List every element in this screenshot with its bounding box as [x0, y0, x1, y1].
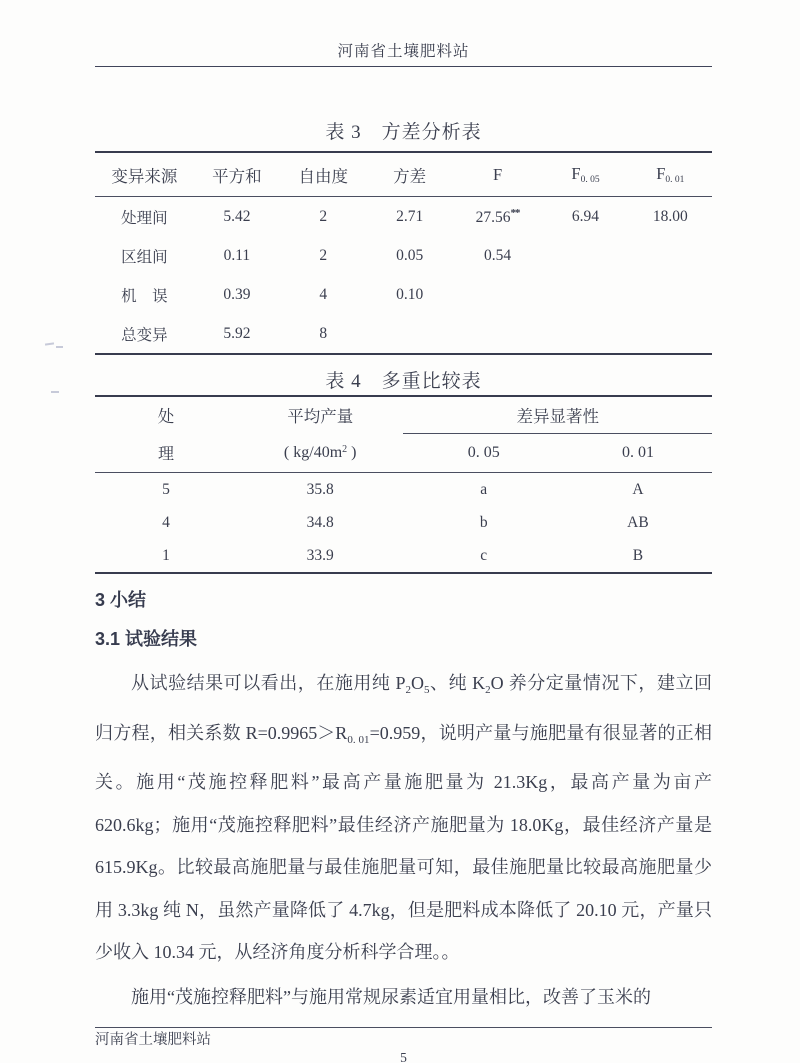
- anova-cell-f: [453, 314, 542, 354]
- anova-cell-df: 2: [319, 246, 328, 264]
- yield-cell: 35.8: [306, 480, 334, 498]
- anova-header-df: 自由度: [280, 152, 366, 197]
- para1-seg: O: [411, 673, 425, 693]
- anova-header-row: [95, 152, 712, 197]
- para1-seg: =0.959，说明产量与施肥量有很显著的正相关。施用“茂施控释肥料”最高产量施肥量为 21.3Kg，最高产量为亩产620.6kg；施用“茂施控释肥料”最佳经济产施肥量为 18.0Kg，最佳经济产量是 615.9Kg。比较最高施肥量与最佳施肥量可知，最佳施肥量比较最高施肥量少用 3.3kg 纯 N，虽然产量降低了 4.7kg，但是肥料成本降低了 20.10 元，产量只少收入 10.34 元，从经济角度分析科学合理。。: [95, 722, 713, 962]
- f005-base: F: [571, 164, 581, 183]
- anova-cell-f005: 6.94: [571, 207, 600, 225]
- anova-cell-source: 机 误: [121, 287, 168, 305]
- para2-text: 施用“茂施控释肥料”与施用常规尿素适宜用量相比，改善了玉米的: [131, 986, 651, 1007]
- anova-cell-f001: [629, 314, 712, 354]
- comparison-paragraph: [95, 976, 712, 1019]
- r-critical-subscript: 0. 01: [347, 733, 370, 746]
- yield-unit-exponent: 2: [342, 443, 348, 455]
- yield-unit: [237, 434, 404, 473]
- anova-cell-df: 4: [319, 285, 328, 303]
- anova-row-error: [95, 275, 712, 314]
- scan-artifact: [45, 342, 54, 345]
- comparison-row: [95, 473, 712, 507]
- page-footer: [95, 1027, 712, 1063]
- anova-row-blocks: [95, 236, 712, 275]
- sig001-cell: A: [632, 480, 644, 498]
- anova-cell-source: 总变异: [121, 326, 168, 344]
- f001-base: F: [656, 164, 666, 183]
- comparison-header-row-2: [95, 434, 712, 473]
- yield-cell: 34.8: [306, 513, 334, 531]
- anova-cell-sum-sq: 5.92: [223, 324, 251, 342]
- scan-artifact: [51, 391, 59, 393]
- anova-row-treatments: [95, 197, 712, 237]
- anova-cell-f005: [542, 236, 628, 275]
- page-number: 5: [400, 1050, 407, 1063]
- anova-cell-f005: [542, 275, 628, 314]
- sig001-cell: B: [632, 546, 644, 564]
- footer-org-name: 河南省土壤肥料站: [95, 1032, 211, 1048]
- anova-header-f: F: [453, 152, 542, 197]
- anova-table: [95, 151, 712, 355]
- anova-cell-f001: [629, 275, 712, 314]
- k2o-subscript: 2: [485, 684, 491, 696]
- para1-seg: 、纯 K: [429, 673, 486, 693]
- anova-header-source: 变异来源: [95, 152, 194, 197]
- treatment-cell: 5: [162, 480, 170, 498]
- anova-cell-source: 处理间: [121, 209, 168, 227]
- para1-seg: 从试验结果可以看出，在施用纯 P: [131, 673, 406, 693]
- significance-header: 差异显著性: [403, 396, 712, 434]
- anova-row-total: [95, 314, 712, 354]
- yield-unit-close: ): [347, 443, 357, 461]
- results-paragraph: [95, 662, 712, 974]
- table4-title: 表 4 多重比较表: [325, 371, 482, 392]
- anova-cell-sum-sq: 0.39: [223, 285, 251, 303]
- yield-header-top: 平均产量: [287, 407, 354, 427]
- f005-subscript: 0. 05: [580, 175, 600, 185]
- comparison-header-row-1: [95, 396, 712, 434]
- anova-header-f001: [629, 152, 712, 197]
- anova-cell-f001: 18.00: [652, 207, 688, 225]
- sig-level-005-header: 0. 05: [403, 434, 563, 473]
- p2o5-subscript: 2: [405, 684, 412, 696]
- anova-cell-variance: 0.10: [396, 285, 424, 303]
- treatment-header-bottom: 理: [95, 434, 237, 473]
- f-value: 27.56: [475, 208, 511, 226]
- anova-header-sum-sq: 平方和: [194, 152, 280, 197]
- anova-cell-variance: 2.71: [396, 207, 424, 225]
- anova-header-variance: 方差: [366, 152, 452, 197]
- yield-cell: 33.9: [306, 546, 334, 564]
- anova-cell-f: 0.54: [484, 246, 512, 264]
- yield-unit-open: ( kg/40m: [283, 443, 343, 461]
- comparison-row: [95, 506, 712, 539]
- multiple-comparison-table: [95, 395, 712, 574]
- p2o5-subscript: 5: [424, 684, 430, 696]
- anova-cell-df: 2: [319, 207, 328, 225]
- anova-header-f005: [542, 152, 628, 197]
- anova-cell-source: 区组间: [121, 248, 168, 266]
- section-heading-summary: 3 小结: [95, 590, 147, 610]
- sig001-cell: AB: [627, 513, 649, 531]
- anova-cell-f005: [542, 314, 628, 354]
- header-org-name: 河南省土壤肥料站: [337, 43, 470, 60]
- anova-cell-df: 8: [319, 324, 328, 342]
- para1-seg: O 养分定量情况下，建立回归方程，相关系数 R=0.9965＞R: [95, 673, 713, 743]
- table3-title: 表 3 方差分析表: [325, 122, 482, 143]
- anova-cell-sum-sq: 0.11: [223, 246, 251, 264]
- sig-level-001-header: 0. 01: [564, 434, 712, 473]
- scan-artifact: [56, 346, 63, 348]
- sig005-cell: c: [480, 546, 488, 564]
- page-header: [95, 0, 712, 67]
- anova-cell-sum-sq: 5.42: [223, 207, 251, 225]
- sig005-cell: a: [480, 480, 488, 498]
- treatment-cell: 1: [162, 546, 170, 564]
- anova-cell-f001: [629, 236, 712, 275]
- anova-cell-variance: 0.05: [396, 246, 424, 264]
- sig005-cell: b: [479, 513, 488, 531]
- anova-cell-variance: [366, 314, 452, 354]
- anova-cell-f: [453, 197, 542, 237]
- subsection-heading-results: 3.1 试验结果: [95, 629, 198, 649]
- f001-subscript: 0. 01: [665, 175, 685, 185]
- treatment-cell: 4: [162, 513, 170, 531]
- treatment-header-top: 处: [157, 407, 175, 427]
- significance-asterisks: **: [510, 206, 520, 219]
- comparison-row: [95, 539, 712, 573]
- anova-cell-f: [453, 275, 542, 314]
